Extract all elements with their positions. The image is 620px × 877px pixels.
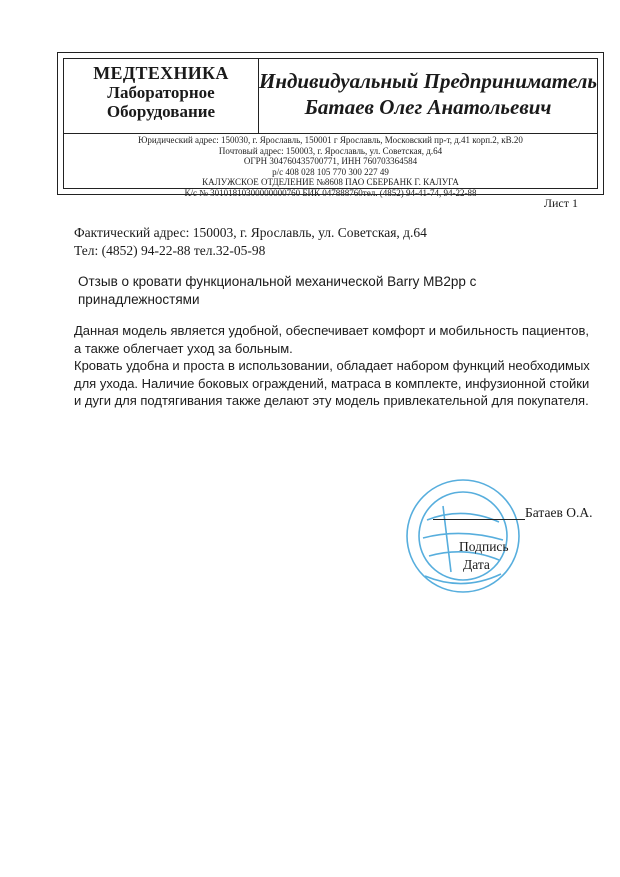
bank-account: р/с 408 028 105 770 300 227 49: [272, 166, 389, 177]
ogrn-inn: ОГРН 304760435700771, ИНН 760703364584: [243, 156, 418, 166]
correspondent-account: К/с № 30101810300000000760 БИК 047888760тел. (4852) 94-41-74, 94-22-88: [184, 187, 477, 198]
entrepreneur-block: [259, 59, 597, 133]
requisites: [64, 135, 597, 198]
signature-line: [433, 519, 525, 520]
signatory-name: Батаев О.А.: [525, 505, 593, 520]
body-paragraph-2: Кровать удобна и проста в использовании, обладает набором функций необходимых для ухода. Наличие боковых ограждений, матраса в комплекте, инфузионной стойки и дуги для подтягивания также делают эту модель привлекательной для покупателя.: [74, 358, 590, 408]
stamp-stroke-5: [425, 574, 501, 584]
sheet-number: Лист 1: [543, 196, 578, 210]
actual-address: Фактический адрес: 150003, г. Ярославль, ул. Советская, д.64: [74, 225, 427, 240]
address-block: [74, 224, 427, 260]
seal-stamp: [403, 476, 523, 596]
stamp-stroke-4: [443, 506, 451, 572]
phone-numbers: Тел: (4852) 94-22-88 тел.32-05-98: [74, 243, 266, 258]
company-name-block: [64, 59, 259, 133]
letterhead-inner-frame: [63, 58, 598, 198]
stamp-stroke-1: [427, 513, 499, 522]
stamp-outer-ring: [407, 480, 519, 592]
legal-address: Юридический адрес: 150030, г. Ярославль, 150001 г Ярославль, Московский пр-т, д.41 корп.2, кВ.20: [138, 135, 523, 145]
company-tagline-1: Лабораторное: [107, 83, 215, 102]
body-paragraph-1: Данная модель является удобной, обеспечивает комфорт и мобильность пациентов, а также облегчает уход за больным.: [74, 323, 589, 356]
letter-subject: Отзыв о кровати функциональной механической Barry MB2pp с принадлежностями: [78, 274, 477, 307]
signature-label: Подпись: [459, 539, 509, 554]
bank-name: КАЛУЖСКОЕ ОТДЕЛЕНИЕ №8608 ПАО СБЕРБАНК Г. КАЛУГА: [202, 177, 459, 187]
entrepreneur-title: Индивидуальный Предприниматель: [259, 69, 598, 93]
company-tagline-2: Оборудование: [106, 102, 216, 121]
entrepreneur-name: Батаев Олег Анатольевич: [304, 95, 552, 119]
letterhead: [57, 52, 604, 198]
letter-body: [74, 322, 594, 410]
date-label: Дата: [463, 557, 490, 572]
postal-address: Почтовый адрес: 150003, г. Ярославль, ул. Советская, д.64: [218, 145, 443, 156]
letterhead-divider: [64, 133, 597, 134]
company-name: МЕДТЕХНИКА: [93, 63, 229, 83]
